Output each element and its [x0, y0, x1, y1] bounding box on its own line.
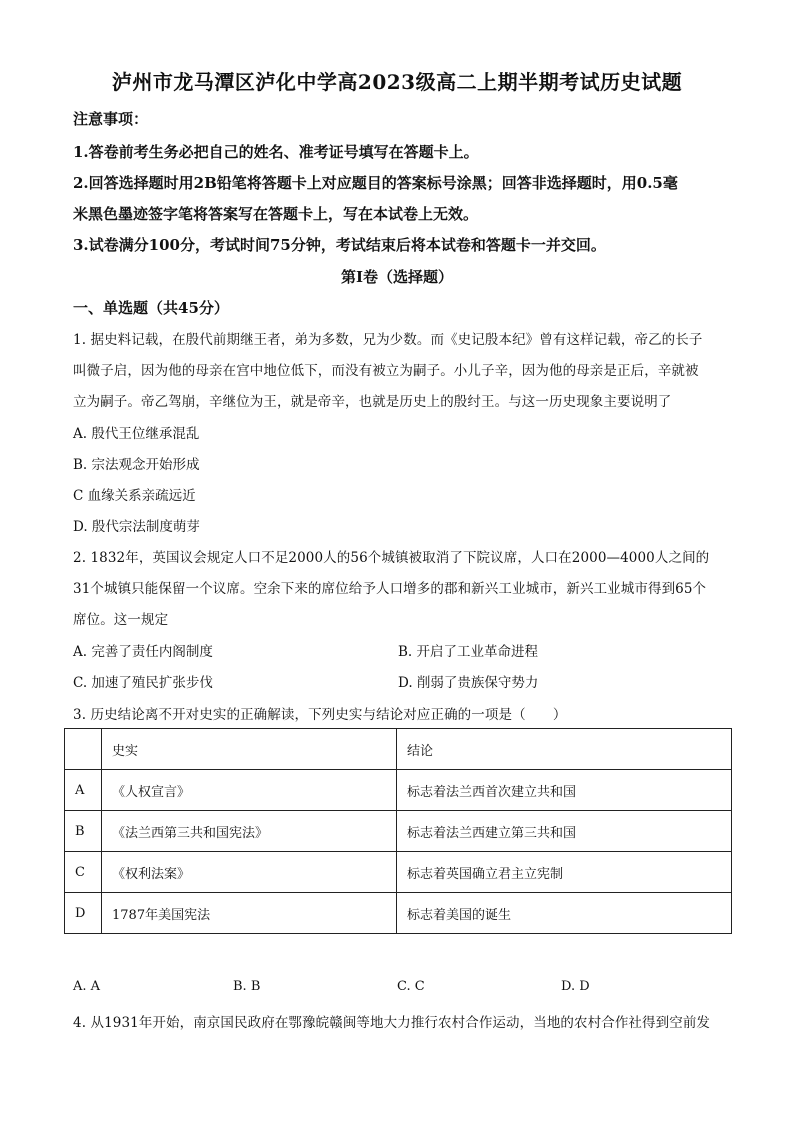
- table-cell: A: [65, 770, 102, 811]
- section-title: 一、单选题（共45分）: [73, 299, 229, 317]
- q1-option-b: B. 宗法观念开始形成: [73, 457, 200, 473]
- table-cell: C: [65, 852, 102, 893]
- q3-answer-a: A. A: [73, 979, 101, 994]
- notice-item-2: 2.回答选择题时用2B铅笔将答题卡上对应题目的答案标号涂黑；回答非选择题时，用0.5毫: [73, 174, 678, 192]
- q2-option-d: D. 削弱了贵族保守势力: [398, 675, 539, 691]
- table-row: [65, 770, 732, 811]
- table-cell: 标志着美国的诞生: [397, 893, 732, 934]
- table-header-cell: [65, 729, 102, 770]
- table-row: [65, 893, 732, 934]
- table-cell: D: [65, 893, 102, 934]
- table-cell: 标志着法兰西首次建立共和国: [397, 770, 732, 811]
- q3-answer-c: C. C: [397, 979, 425, 994]
- q2-line-3: 席位。这一规定: [73, 612, 169, 628]
- volume-title: 第Ⅰ卷（选择题）: [340, 268, 454, 286]
- table-header-cell: 结论: [397, 729, 732, 770]
- q3-stem: 3. 历史结论离不开对史实的正确解读，下列史实与结论对应正确的一项是（ ）: [73, 707, 567, 723]
- notice-item-1: 1.答卷前考生务必把自己的姓名、准考证号填写在答题卡上。: [73, 143, 479, 161]
- table-row: [65, 811, 732, 852]
- q1-line-2: 叫微子启，因为他的母亲在宫中地位低下，而没有被立为嗣子。小儿子辛，因为他的母亲是正后，辛就被: [73, 363, 699, 379]
- notice-item-3: 3.试卷满分100分，考试时间75分钟，考试结束后将本试卷和答题卡一并交回。: [73, 236, 606, 254]
- table-header-cell: 史实: [102, 729, 397, 770]
- q3-table: [64, 728, 732, 934]
- q2-line-1: 2. 1832年，英国议会规定人口不足2000人的56个城镇被取消了下院议席，人口在2000—4000人之间的: [73, 550, 710, 566]
- q2-option-a: A. 完善了责任内阁制度: [73, 644, 213, 660]
- q1-line-1: 1. 据史料记载，在殷代前期继王者，弟为多数，兄为少数。而《史记殷本纪》曾有这样记载，帝乙的长子: [73, 332, 703, 348]
- q1-line-3: 立为嗣子。帝乙驾崩，辛继位为王，就是帝辛，也就是历史上的殷纣王。与这一历史现象主要说明了: [73, 394, 672, 410]
- table-cell: 1787年美国宪法: [102, 893, 397, 934]
- table-row: [65, 852, 732, 893]
- table-cell: 《人权宣言》: [102, 770, 397, 811]
- table-cell: B: [65, 811, 102, 852]
- table-cell: 标志着英国确立君主立宪制: [397, 852, 732, 893]
- table-cell: 标志着法兰西建立第三共和国: [397, 811, 732, 852]
- q2-option-b: B. 开启了工业革命进程: [398, 644, 539, 660]
- q3-answer-d: D. D: [561, 979, 590, 994]
- q2-line-2: 31个城镇只能保留一个议席。空余下来的席位给予人口增多的郡和新兴工业城市，新兴工业城市得到65个: [73, 581, 707, 597]
- q4-line-1: 4. 从1931年开始，南京国民政府在鄂豫皖赣闽等地大力推行农村合作运动，当地的农村合作社得到空前发: [73, 1015, 711, 1031]
- notice-heading: 注意事项：: [73, 110, 149, 128]
- q1-option-d: D. 殷代宗法制度萌芽: [73, 519, 200, 535]
- table-cell: 《法兰西第三共和国宪法》: [102, 811, 397, 852]
- notice-item-2-cont: 米黑色墨迹签字笔将答案写在答题卡上，写在本试卷上无效。: [73, 205, 479, 223]
- q2-option-c: C. 加速了殖民扩张步伐: [73, 675, 213, 691]
- q1-option-c: C 血缘关系亲疏远近: [73, 488, 196, 504]
- table-cell: 《权利法案》: [102, 852, 397, 893]
- exam-title: 泸州市龙马潭区泸化中学高2023级高二上期半期考试历史试题: [111, 70, 683, 94]
- q1-option-a: A. 殷代王位继承混乱: [73, 426, 200, 442]
- table-header-row: [65, 729, 732, 770]
- q3-answer-b: B. B: [233, 979, 261, 994]
